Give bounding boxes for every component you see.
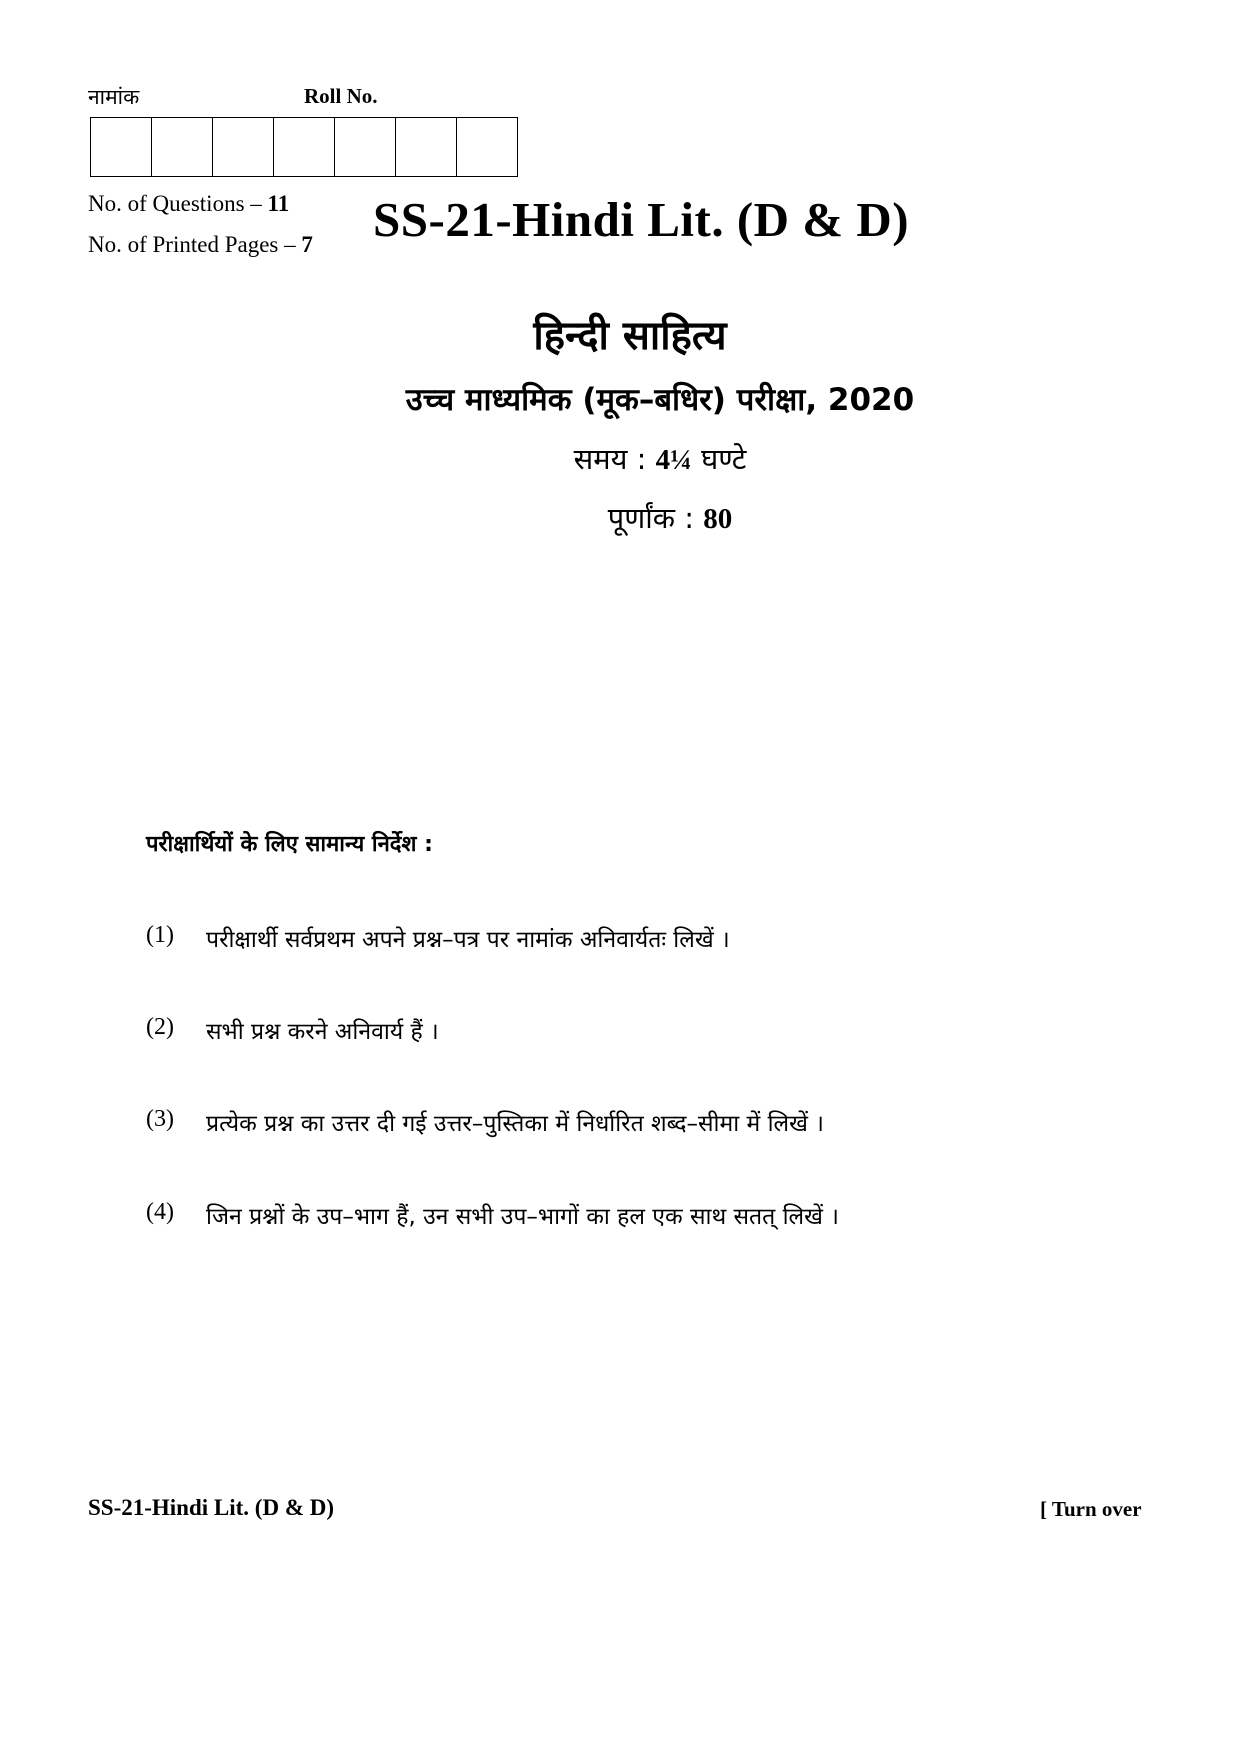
marks-label: पूर्णांक : [607,501,704,535]
instruction-item [146,922,730,954]
instructions-heading: परीक्षार्थियों के लिए सामान्य निर्देश : [146,832,433,857]
marks-value: 80 [703,503,733,535]
roll-box[interactable] [213,118,274,176]
subject-title: हिन्दी साहित्य [533,313,727,359]
footer-paper-code: SS-21-Hindi Lit. (D & D) [88,1495,334,1520]
instruction-number: (4) [146,1199,174,1225]
roll-box[interactable] [396,118,457,176]
roll-label-english: Roll No. [304,84,378,108]
time-unit: घण्टे [691,442,747,476]
instruction-text: प्रत्येक प्रश्न का उत्तर दी गई उत्तर–पुस्तिका में निर्धारित शब्द–सीमा में लिखें । [206,1111,824,1137]
exam-time [460,439,860,478]
roll-number-boxes[interactable] [90,117,518,177]
roll-label-hindi: नामांक [88,85,140,109]
instruction-number: (1) [146,922,174,948]
instruction-number: (3) [146,1106,174,1132]
pages-value: 7 [301,232,313,257]
exam-title: उच्च माध्यमिक (मूक–बधिर) परीक्षा, 2020 [405,382,915,418]
instruction-text: जिन प्रश्नों के उप–भाग हैं, उन सभी उप–भागों का हल एक साथ सतत् लिखें । [206,1204,839,1230]
roll-box[interactable] [274,118,335,176]
instruction-item [146,1199,839,1231]
pages-count [88,232,313,258]
total-marks [500,498,840,537]
instruction-number: (2) [146,1014,174,1040]
paper-code-title: SS-21-Hindi Lit. (D & D) [373,192,910,247]
questions-label: No. of Questions – [88,191,268,216]
time-label: समय : [573,442,656,476]
instruction-item [146,1014,439,1046]
instruction-text: सभी प्रश्न करने अनिवार्य हैं । [206,1019,439,1045]
instruction-item [146,1106,824,1138]
instruction-text: परीक्षार्थी सर्वप्रथम अपने प्रश्न–पत्र पर नामांक अनिवार्यतः लिखें । [206,927,730,953]
time-value: 4¼ [655,444,692,476]
roll-box[interactable] [335,118,396,176]
turn-over-label: [ Turn over [1040,1497,1142,1521]
roll-box[interactable] [152,118,213,176]
pages-label: No. of Printed Pages – [88,232,302,257]
roll-box[interactable] [91,118,152,176]
questions-count [88,191,289,217]
questions-value: 11 [267,191,290,216]
roll-box[interactable] [457,118,517,176]
